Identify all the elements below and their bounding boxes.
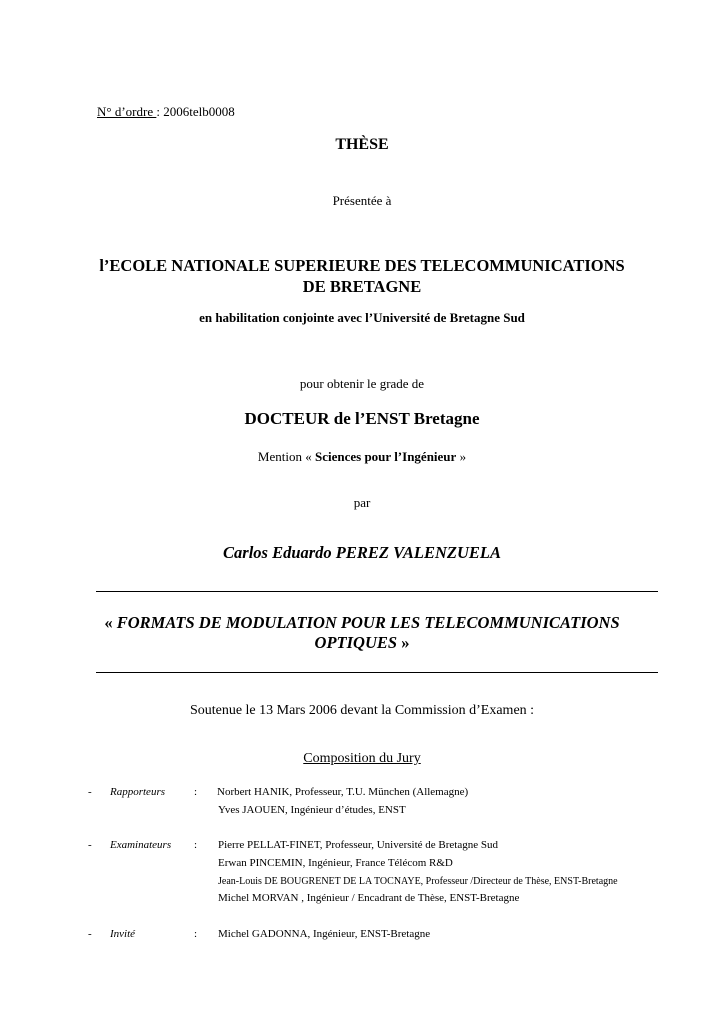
degree-intro: pour obtenir le grade de — [299, 376, 425, 391]
top-divider — [96, 591, 658, 592]
thesis-heading: THÈSE — [335, 136, 389, 153]
jury-member: Erwan PINCEMIN, Ingénieur, France Télécom R&D — [218, 857, 453, 869]
school-name — [0, 255, 724, 297]
school-name-line1: l’ECOLE NATIONALE SUPERIEURE DES TELECOMMUNICATIONS — [99, 256, 625, 275]
title-line2: OPTIQUES — [314, 633, 398, 652]
school-name-line2: DE BRETAGNE — [302, 277, 422, 296]
jury-member: Pierre PELLAT-FINET, Professeur, Université de Bretagne Sud — [218, 839, 499, 851]
mention-suffix: » — [456, 449, 467, 464]
role-colon: : — [194, 928, 198, 940]
habilitation: en habilitation conjointe avec l’Université de Bretagne Sud — [199, 310, 525, 325]
order-number-label: N° d’ordre — [97, 104, 157, 119]
role-colon: : — [194, 786, 198, 798]
jury-member: Norbert HANIK, Professeur, T.U. München (Allemagne) — [217, 786, 469, 798]
mention — [0, 449, 724, 465]
title-open-quote: « — [104, 613, 117, 632]
bottom-divider — [96, 672, 658, 673]
defense-date: Soutenue le 13 Mars 2006 devant la Commission d’Examen : — [189, 703, 535, 718]
role-invite: Invité — [110, 928, 136, 940]
by-label: par — [353, 495, 371, 510]
mention-prefix: Mention « — [257, 449, 315, 464]
title-close-quote: » — [397, 633, 410, 652]
title-line1: FORMATS DE MODULATION POUR LES TELECOMMUNICATIONS — [116, 613, 620, 632]
list-dash: - — [88, 786, 92, 798]
list-dash: - — [88, 839, 92, 851]
mention-field: Sciences pour l’Ingénieur — [314, 449, 457, 464]
role-colon: : — [194, 839, 198, 851]
jury-heading: Composition du Jury — [303, 751, 421, 766]
author-name: Carlos Eduardo PEREZ VALENZUELA — [223, 543, 501, 562]
jury-member: Jean-Louis DE BOUGRENET DE LA TOCNAYE, Professeur /Directeur de Thèse, ENST-Bretagne — [218, 876, 618, 887]
jury-member: Michel MORVAN , Ingénieur / Encadrant de Thèse, ENST-Bretagne — [218, 892, 520, 904]
list-dash: - — [88, 928, 92, 940]
jury-member: Michel GADONNA, Ingénieur, ENST-Bretagne — [218, 928, 431, 940]
order-number-value: 2006telb0008 — [163, 104, 235, 119]
role-rapporteurs: Rapporteurs — [110, 786, 165, 798]
degree-title: DOCTEUR de l’ENST Bretagne — [244, 409, 480, 428]
thesis-title — [0, 613, 724, 653]
role-examinateurs: Examinateurs — [110, 839, 172, 851]
jury-member: Yves JAOUEN, Ingénieur d’études, ENST — [218, 804, 406, 816]
presented-to: Présentée à — [332, 193, 392, 208]
order-number-colon: : — [156, 104, 164, 119]
order-number — [97, 104, 235, 120]
